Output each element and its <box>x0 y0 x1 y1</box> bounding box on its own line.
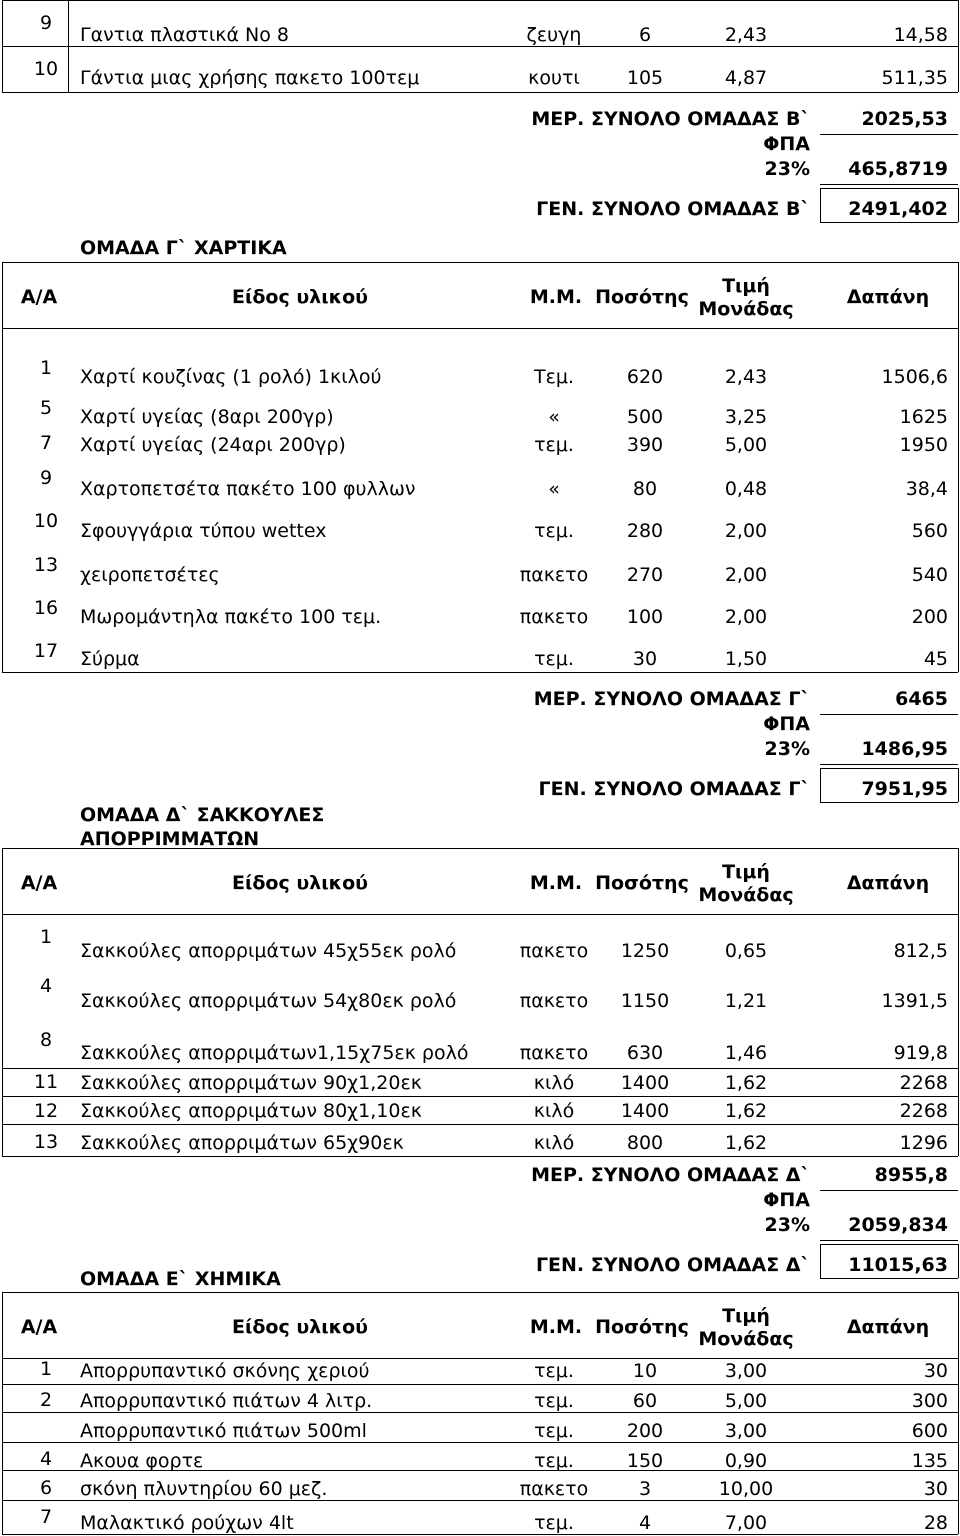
rule-line <box>2 1068 958 1069</box>
header-quantity: Ποσότης <box>595 286 689 308</box>
rule-line <box>820 184 958 185</box>
rule-line <box>2 0 958 1</box>
group-c-row-unit: « <box>548 406 560 428</box>
group-b-totals-vat: 465,8719 <box>848 158 948 180</box>
top-row-unit-price: 4,87 <box>724 67 768 89</box>
group-d-row-unit: κιλό <box>533 1132 575 1154</box>
group-d-row-item: Σακκούλες απορριμάτων 65χ90εκ <box>80 1132 404 1154</box>
header-unit-price: Τιμή <box>722 861 770 883</box>
group-e-row-unit-price: 3,00 <box>724 1360 768 1382</box>
column-divider <box>2 262 3 672</box>
group-e-row-unit-price: 10,00 <box>718 1478 774 1500</box>
group-c-row-quantity: 30 <box>632 648 658 670</box>
group-e-row-unit-price: 0,90 <box>724 1450 768 1472</box>
rule-line <box>820 802 958 803</box>
group-d-row-item: Σακκούλες απορριμάτων 45χ55εκ ρολό <box>80 940 457 962</box>
column-divider <box>958 768 959 802</box>
group-c-totals-vat: 1486,95 <box>861 738 948 760</box>
header-item: Είδος υλικού <box>231 1316 368 1338</box>
group-c-row-unit: πακετο <box>519 564 589 586</box>
group-c-row-item: Χαρτί κουζίνας (1 ρολό) 1κιλού <box>80 366 382 388</box>
group-d-row-quantity: 1250 <box>620 940 670 962</box>
top-row-quantity: 6 <box>638 24 652 46</box>
group-c-row-number: 13 <box>33 554 59 576</box>
group-c-row-quantity: 80 <box>632 478 658 500</box>
group-c-row-cost: 38,4 <box>905 478 948 500</box>
column-divider <box>958 1292 959 1534</box>
rule-line <box>2 1534 958 1535</box>
rule-line <box>2 1384 958 1385</box>
column-divider <box>2 0 3 92</box>
group-d-totals-grand-label: ΓΕΝ. ΣΥΝΟΛΟ ΟΜΑΔΑΣ Δ` <box>535 1254 810 1276</box>
group-e-row-unit: τεμ. <box>534 1512 574 1534</box>
top-row-quantity: 105 <box>626 67 664 89</box>
rule-line <box>820 714 958 715</box>
group-c-row-cost: 1506,6 <box>881 366 948 388</box>
group-c-totals-grand-label: ΓΕΝ. ΣΥΝΟΛΟ ΟΜΑΔΑΣ Γ` <box>538 778 810 800</box>
rule-line <box>2 92 958 93</box>
group-c-row-cost: 45 <box>923 648 948 670</box>
group-c-row-item: χειροπετσέτες <box>80 564 220 586</box>
group-b-totals-partial-label: ΜΕΡ. ΣΥΝΟΛΟ ΟΜΑΔΑΣ Β` <box>531 108 810 130</box>
group-d-row-unit-price: 1,62 <box>724 1072 768 1094</box>
column-divider <box>958 1244 959 1278</box>
group-d-row-unit-price: 1,21 <box>724 990 768 1012</box>
group-e-row-number: 6 <box>39 1477 53 1499</box>
column-divider <box>2 848 3 1156</box>
rule-line <box>820 1240 958 1241</box>
group-d-row-item: Σακκούλες απορριμάτων 54χ80εκ ρολό <box>80 990 457 1012</box>
group-c-row-unit-price: 3,25 <box>724 406 768 428</box>
group-e-row-item: Ακουα φορτε <box>80 1450 204 1472</box>
group-c-row-unit-price: 1,50 <box>724 648 768 670</box>
group-e-row-item: Μαλακτικό ρούχων 4lt <box>80 1512 294 1534</box>
group-c-row-unit: τεμ. <box>534 520 574 542</box>
rule-line <box>2 46 958 47</box>
group-d-row-item: Σακκούλες απορριμάτων 80χ1,10εκ <box>80 1100 422 1122</box>
group-c-row-unit: « <box>548 478 560 500</box>
group-c-row-number: 9 <box>39 467 53 489</box>
rule-line <box>820 188 958 189</box>
group-d-row-cost: 919,8 <box>893 1042 948 1064</box>
header-unit-price-2: Μονάδας <box>698 298 794 320</box>
group-d-totals-partial-label: ΜΕΡ. ΣΥΝΟΛΟ ΟΜΑΔΑΣ Δ` <box>531 1164 810 1186</box>
rule-line <box>820 134 958 135</box>
group-c-totals-partial-label: ΜΕΡ. ΣΥΝΟΛΟ ΟΜΑΔΑΣ Γ` <box>533 688 810 710</box>
column-divider <box>820 188 821 222</box>
group-d-row-number: 1 <box>39 926 53 948</box>
group-e-title: ΟΜΑΔΑ Ε` ΧΗΜΙΚΑ <box>80 1268 281 1290</box>
group-d-row-item: Σακκούλες απορριμάτων 90χ1,20εκ <box>80 1072 422 1094</box>
column-divider <box>820 768 821 802</box>
header-bottom-rule <box>2 914 958 915</box>
top-row-number: 9 <box>39 12 53 34</box>
header-top-rule <box>2 1292 958 1293</box>
group-d-totals-partial: 8955,8 <box>874 1164 948 1186</box>
group-d-row-unit: πακετο <box>519 1042 589 1064</box>
header-cost: Δαπάνη <box>846 872 930 894</box>
group-d-title-2: ΑΠΟΡΡΙΜΜΑΤΩΝ <box>80 828 260 850</box>
column-divider <box>958 848 959 1156</box>
group-e-row-cost: 30 <box>923 1360 948 1382</box>
group-c-row-cost: 1625 <box>899 406 948 428</box>
header-unit: Μ.Μ. <box>529 1316 583 1338</box>
column-divider <box>958 188 959 222</box>
group-d-title: ΟΜΑΔΑ Δ` ΣΑΚΚΟΥΛΕΣ <box>80 804 325 826</box>
group-e-row-number: 7 <box>39 1506 53 1528</box>
header-cost: Δαπάνη <box>846 1316 930 1338</box>
top-row-unit: κουτι <box>528 67 580 89</box>
group-e-row-item: Απορρυπαντικό πιάτων 500ml <box>80 1420 367 1442</box>
group-d-row-quantity: 630 <box>626 1042 664 1064</box>
header-top-rule <box>2 848 958 849</box>
group-c-row-item: Χαρτοπετσέτα πακέτο 100 φυλλων <box>80 478 416 500</box>
group-c-row-number: 17 <box>33 640 59 662</box>
group-e-row-quantity: 150 <box>626 1450 664 1472</box>
group-e-row-unit: πακετο <box>519 1478 589 1500</box>
header-quantity: Ποσότης <box>595 872 689 894</box>
top-row-cost: 14,58 <box>893 24 948 46</box>
group-e-row-unit: τεμ. <box>534 1420 574 1442</box>
group-e-row-unit: τεμ. <box>534 1390 574 1412</box>
group-b-totals-vat-label: ΦΠΑ <box>763 133 810 155</box>
group-d-row-cost: 1296 <box>899 1132 948 1154</box>
group-d-row-number: 8 <box>39 1029 53 1051</box>
group-c-title: ΟΜΑΔΑ Γ` ΧΑΡΤΙΚΑ <box>80 237 287 259</box>
rule-line <box>820 768 958 769</box>
group-c-row-quantity: 270 <box>626 564 664 586</box>
column-divider <box>68 0 69 92</box>
header-aa: Α/Α <box>20 286 58 308</box>
group-e-row-cost: 28 <box>923 1512 948 1534</box>
group-e-row-unit: τεμ. <box>534 1360 574 1382</box>
top-row-number: 10 <box>33 58 59 80</box>
group-d-row-unit: πακετο <box>519 940 589 962</box>
group-c-totals-partial: 6465 <box>895 688 948 710</box>
group-c-row-item: Σφουγγάρια τύπου wettex <box>80 520 327 542</box>
group-c-row-unit: τεμ. <box>534 434 574 456</box>
group-d-row-number: 12 <box>33 1100 59 1122</box>
group-e-row-unit-price: 7,00 <box>724 1512 768 1534</box>
rule-line <box>820 764 958 765</box>
group-d-totals-vat: 2059,834 <box>848 1214 948 1236</box>
group-c-row-unit: τεμ. <box>534 648 574 670</box>
header-unit-price: Τιμή <box>722 1305 770 1327</box>
group-e-row-cost: 600 <box>911 1420 948 1442</box>
group-e-row-unit-price: 3,00 <box>724 1420 768 1442</box>
header-item: Είδος υλικού <box>231 286 368 308</box>
top-row-unit-price: 2,43 <box>724 24 768 46</box>
group-d-row-unit-price: 0,65 <box>724 940 768 962</box>
header-quantity: Ποσότης <box>595 1316 689 1338</box>
rule-line <box>2 672 958 673</box>
group-c-row-item: Χαρτί υγείας (8αρι 200γρ) <box>80 406 334 428</box>
group-c-row-item: Μωρομάντηλα πακέτο 100 τεμ. <box>80 606 382 628</box>
group-d-row-quantity: 1400 <box>620 1072 670 1094</box>
rule-line <box>2 1156 958 1157</box>
group-c-row-quantity: 280 <box>626 520 664 542</box>
header-unit-price-2: Μονάδας <box>698 1328 794 1350</box>
header-unit: Μ.Μ. <box>529 286 583 308</box>
group-c-row-item: Χαρτί υγείας (24αρι 200γρ) <box>80 434 346 456</box>
header-bottom-rule <box>2 1358 958 1359</box>
group-e-row-quantity: 4 <box>638 1512 652 1534</box>
group-d-row-unit-price: 1,62 <box>724 1100 768 1122</box>
group-d-row-cost: 2268 <box>899 1100 948 1122</box>
rule-line <box>820 1244 958 1245</box>
column-divider <box>820 1244 821 1278</box>
top-row-unit: ζευγη <box>526 24 582 46</box>
group-d-row-unit: πακετο <box>519 990 589 1012</box>
rule-line <box>2 1096 958 1097</box>
group-e-row-item: σκόνη πλυντηρίου 60 μεζ. <box>80 1478 328 1500</box>
group-e-row-quantity: 200 <box>626 1420 664 1442</box>
group-d-row-cost: 2268 <box>899 1072 948 1094</box>
group-c-totals-vat-label: ΦΠΑ <box>763 713 810 735</box>
header-aa: Α/Α <box>20 872 58 894</box>
group-e-row-number: 4 <box>39 1448 53 1470</box>
group-c-row-unit: Τεμ. <box>533 366 574 388</box>
group-c-row-unit-price: 2,00 <box>724 564 768 586</box>
group-d-row-unit-price: 1,62 <box>724 1132 768 1154</box>
header-unit-price: Τιμή <box>722 275 770 297</box>
rule-line <box>820 1190 958 1191</box>
group-d-totals-grand: 11015,63 <box>848 1254 948 1276</box>
group-d-row-unit-price: 1,46 <box>724 1042 768 1064</box>
header-unit-price-2: Μονάδας <box>698 884 794 906</box>
group-c-row-number: 10 <box>33 510 59 532</box>
group-b-totals-grand-label: ΓΕΝ. ΣΥΝΟΛΟ ΟΜΑΔΑΣ Β` <box>536 198 810 220</box>
group-e-row-number: 2 <box>39 1389 53 1411</box>
group-c-row-item: Σύρμα <box>80 648 140 670</box>
group-c-totals-grand: 7951,95 <box>861 778 948 800</box>
group-c-row-number: 7 <box>39 432 53 454</box>
rule-line <box>2 1124 958 1125</box>
group-e-row-item: Απορρυπαντικό σκόνης χεριού <box>80 1360 370 1382</box>
group-e-row-item: Απορρυπαντικό πιάτων 4 λιτρ. <box>80 1390 373 1412</box>
group-e-row-unit: τεμ. <box>534 1450 574 1472</box>
group-d-row-item: Σακκούλες απορριμάτων1,15χ75εκ ρολό <box>80 1042 469 1064</box>
group-c-row-cost: 540 <box>911 564 948 586</box>
group-b-totals-partial: 2025,53 <box>861 108 948 130</box>
column-divider <box>958 0 959 92</box>
header-bottom-rule <box>2 328 958 329</box>
group-d-row-unit: κιλό <box>533 1072 575 1094</box>
group-e-row-quantity: 60 <box>632 1390 658 1412</box>
group-c-totals-vat-rate: 23% <box>764 738 810 760</box>
group-e-row-quantity: 10 <box>632 1360 658 1382</box>
rule-line <box>2 1442 958 1443</box>
header-aa: Α/Α <box>20 1316 58 1338</box>
group-d-row-cost: 812,5 <box>893 940 948 962</box>
group-d-row-quantity: 800 <box>626 1132 664 1154</box>
group-d-row-quantity: 1150 <box>620 990 670 1012</box>
rule-line <box>2 1500 958 1501</box>
group-c-row-cost: 1950 <box>899 434 948 456</box>
column-divider <box>958 262 959 672</box>
group-c-row-quantity: 100 <box>626 606 664 628</box>
group-c-row-unit-price: 2,43 <box>724 366 768 388</box>
group-e-row-cost: 135 <box>911 1450 948 1472</box>
header-cost: Δαπάνη <box>846 286 930 308</box>
group-e-row-cost: 30 <box>923 1478 948 1500</box>
group-c-row-quantity: 390 <box>626 434 664 456</box>
group-c-row-cost: 200 <box>911 606 948 628</box>
header-item: Είδος υλικού <box>231 872 368 894</box>
group-d-totals-vat-label: ΦΠΑ <box>763 1189 810 1211</box>
rule-line <box>820 222 958 223</box>
group-e-row-quantity: 3 <box>638 1478 652 1500</box>
group-e-row-unit-price: 5,00 <box>724 1390 768 1412</box>
group-c-row-cost: 560 <box>911 520 948 542</box>
rule-line <box>2 1470 958 1471</box>
group-c-row-number: 16 <box>33 597 59 619</box>
group-c-row-unit-price: 5,00 <box>724 434 768 456</box>
group-d-row-quantity: 1400 <box>620 1100 670 1122</box>
group-b-totals-grand: 2491,402 <box>848 198 948 220</box>
top-row-item: Γάντια μιας χρήσης πακετο 100τεμ <box>80 67 420 89</box>
group-c-row-number: 1 <box>39 357 53 379</box>
group-c-row-unit: πακετο <box>519 606 589 628</box>
rule-line <box>820 1278 958 1279</box>
group-b-totals-vat-rate: 23% <box>764 158 810 180</box>
column-divider <box>2 1292 3 1534</box>
header-top-rule <box>2 262 958 263</box>
group-d-row-number: 11 <box>33 1071 59 1093</box>
header-unit: Μ.Μ. <box>529 872 583 894</box>
group-d-row-unit: κιλό <box>533 1100 575 1122</box>
group-c-row-unit-price: 2,00 <box>724 520 768 542</box>
group-d-row-number: 13 <box>33 1131 59 1153</box>
rule-line <box>2 1412 958 1413</box>
group-c-row-quantity: 500 <box>626 406 664 428</box>
group-c-row-unit-price: 2,00 <box>724 606 768 628</box>
group-d-row-cost: 1391,5 <box>881 990 948 1012</box>
group-e-row-cost: 300 <box>911 1390 948 1412</box>
top-row-cost: 511,35 <box>881 67 948 89</box>
group-d-row-number: 4 <box>39 975 53 997</box>
group-c-row-quantity: 620 <box>626 366 664 388</box>
top-row-item: Γαντια πλαστικά Νο 8 <box>80 24 289 46</box>
group-c-row-number: 5 <box>39 397 53 419</box>
group-c-row-unit-price: 0,48 <box>724 478 768 500</box>
group-d-totals-vat-rate: 23% <box>764 1214 810 1236</box>
group-e-row-number: 1 <box>39 1358 53 1380</box>
